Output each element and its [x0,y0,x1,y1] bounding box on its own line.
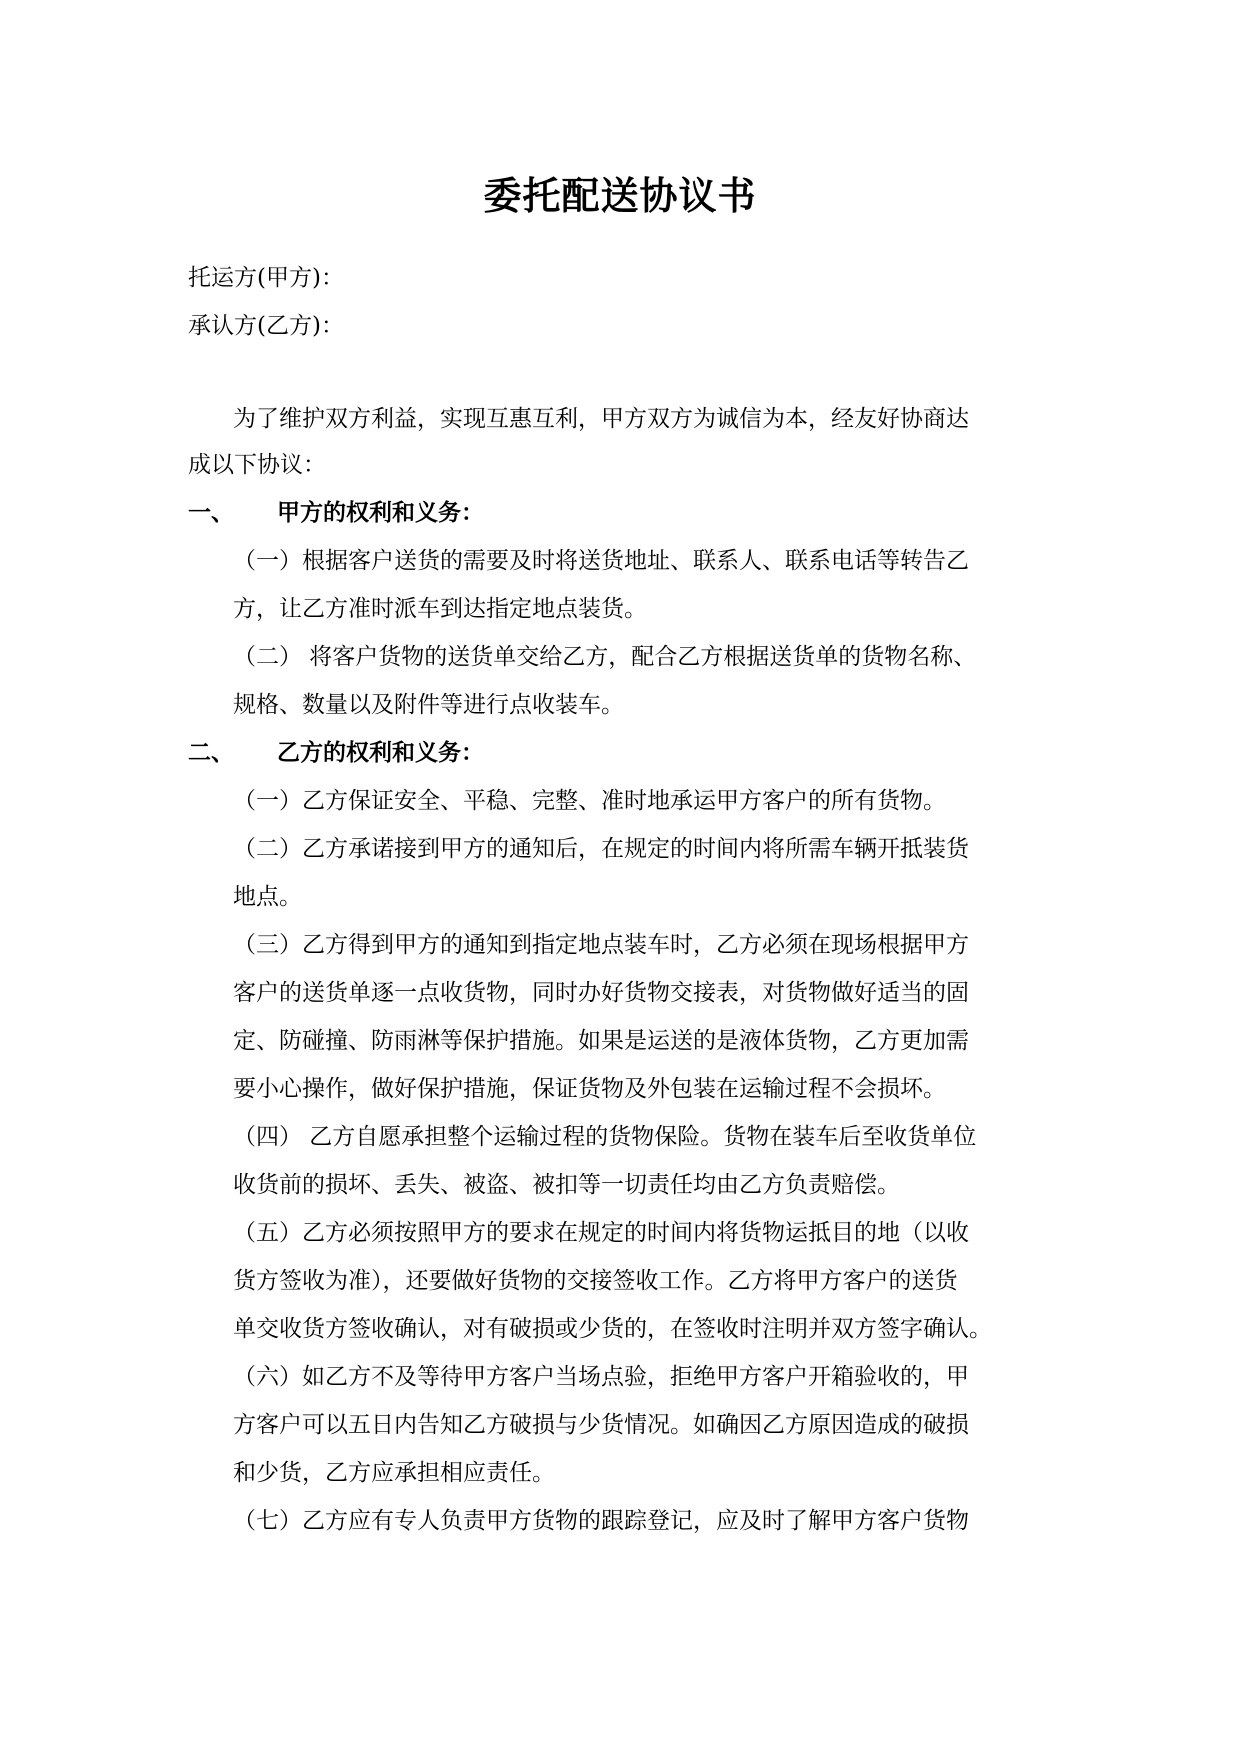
section-2-line: （一）乙方保证安全、平稳、完整、准时地承运甲方客户的所有货物。 [233,788,946,814]
section-2-line: 单交收货方签收确认，对有破损或少货的，在签收时注明并双方签字确认。 [233,1316,992,1342]
section-2-line: 收货前的损坏、丢失、被盗、被扣等一切责任均由乙方负责赔偿。 [233,1172,900,1198]
section-1-line: （一）根据客户送货的需要及时将送货地址、联系人、联系电话等转告乙 [233,548,969,574]
section-2-line: （四） 乙方自愿承担整个运输过程的货物保险。货物在装车后至收货单位 [233,1124,977,1150]
section-2-line: 地点。 [233,884,302,910]
party-b-label: 承认方(乙方)： [188,313,344,339]
preamble-line-2: 成以下协议： [188,452,326,478]
section-2-line: 定、防碰撞、防雨淋等保护措施。如果是运送的是液体货物，乙方更加需 [233,1028,969,1054]
section-2-line: （五）乙方必须按照甲方的要求在规定的时间内将货物运抵目的地（以收 [233,1220,969,1246]
preamble-line-1: 为了维护双方利益，实现互惠互利，甲方双方为诚信为本，经友好协商达 [233,406,969,432]
section-1-line: （二） 将客户货物的送货单交给乙方，配合乙方根据送货单的货物名称、 [233,644,977,670]
section-1-number: 一、 [188,499,234,526]
section-2-line: 要小心操作，做好保护措施，保证货物及外包装在运输过程不会损坏。 [233,1076,946,1102]
section-2-line: 方客户可以五日内告知乙方破损与少货情况。如确因乙方原因造成的破损 [233,1412,969,1438]
document-title: 委托配送协议书 [483,173,757,218]
section-2-line: 客户的送货单逐一点收货物，同时办好货物交接表，对货物做好适当的固 [233,980,969,1006]
section-2-title: 乙方的权利和义务： [277,739,484,766]
party-a-label: 托运方(甲方)： [188,265,344,291]
section-2-line: （三）乙方得到甲方的通知到指定地点装车时，乙方必须在现场根据甲方 [233,932,969,958]
section-2-line: 货方签收为准），还要做好货物的交接签收工作。乙方将甲方客户的送货 [233,1268,958,1294]
section-2-number: 二、 [188,739,234,766]
section-2-line: （二）乙方承诺接到甲方的通知后，在规定的时间内将所需车辆开抵装货 [233,836,969,862]
section-2-line: （六）如乙方不及等待甲方客户当场点验，拒绝甲方客户开箱验收的，甲 [233,1364,969,1390]
section-2-line: （七）乙方应有专人负责甲方货物的跟踪登记，应及时了解甲方客户货物 [233,1508,969,1534]
section-1-line: 方，让乙方准时派车到达指定地点装货。 [233,596,647,622]
section-1-line: 规格、数量以及附件等进行点收装车。 [233,692,624,718]
section-2-line: 和少货，乙方应承担相应责任。 [233,1460,555,1486]
section-1-title: 甲方的权利和义务： [277,499,484,526]
